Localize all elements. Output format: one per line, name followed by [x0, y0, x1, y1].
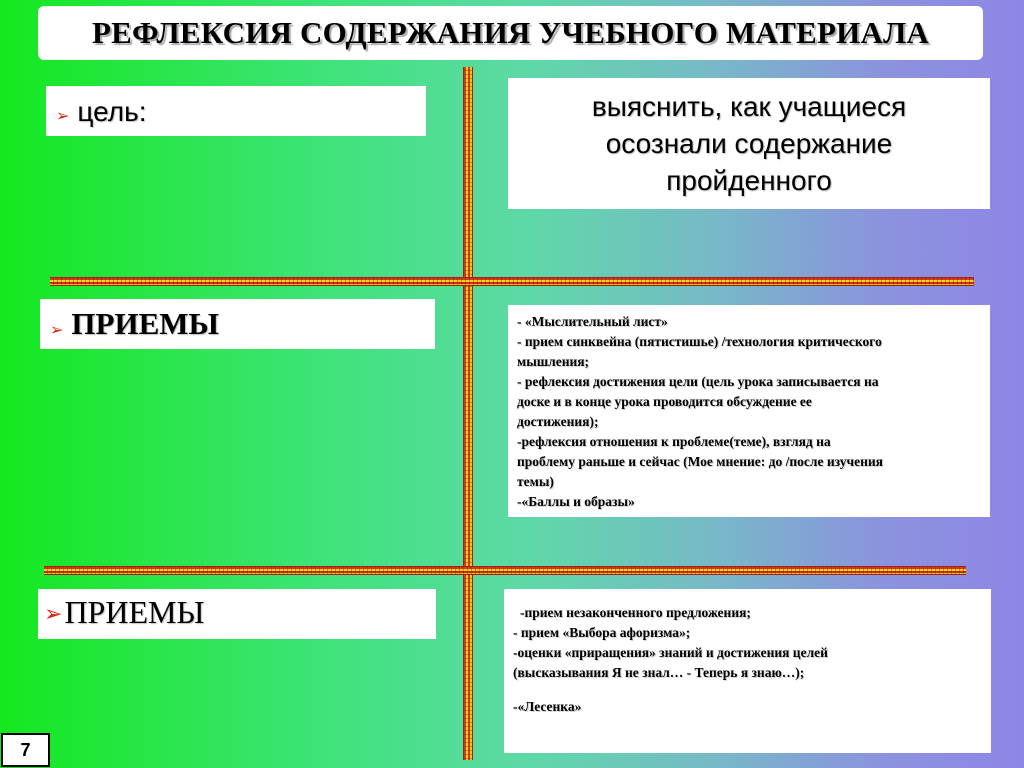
- methods-list-box-2: [504, 589, 991, 753]
- goal-text: [592, 88, 906, 199]
- arrow-bullet-icon: ➢: [56, 106, 70, 125]
- methods-label-box-2: [38, 589, 436, 639]
- goal-label: цель:: [77, 96, 147, 127]
- list-item: - рефлексия достижения цели (цель урока записывается на: [517, 374, 879, 389]
- rope-divider-horizontal-top: [50, 277, 974, 286]
- methods-label-box-1: [40, 299, 435, 349]
- list-item: проблему раньше и сейчас (Мое мнение: до /после изучения: [517, 454, 883, 469]
- list-item: -прием незаконченного предложения;: [520, 605, 751, 620]
- title-box: [38, 6, 983, 60]
- list-item: - прием синквейна (пятистишье) /технология критического: [517, 334, 882, 349]
- goal-text-box: [508, 78, 990, 209]
- list-item: - «Мыслительный лист»: [517, 314, 668, 329]
- list-item: доске и в конце урока проводится обсуждение ее: [517, 394, 812, 409]
- goal-text-line: пройденного: [666, 165, 832, 196]
- methods-list-box-1: [508, 305, 990, 517]
- page-number: 7: [1, 733, 50, 767]
- list-item: (высказывания Я не знал… - Теперь я знаю…);: [513, 665, 805, 680]
- goal-text-line: выяснить, как учащиеся: [591, 91, 907, 122]
- methods-label-1: ПРИЕМЫ: [71, 306, 219, 341]
- list-item: -«Лесенка»: [513, 699, 582, 714]
- list-item: достижения);: [517, 414, 599, 429]
- goal-label-box: [46, 86, 426, 136]
- list-item: темы): [517, 474, 554, 489]
- methods-label-2: ПРИЕМЫ: [64, 594, 205, 630]
- arrow-bullet-icon: ➢: [50, 320, 64, 339]
- list-item: -рефлексия отношения к проблеме(теме), взгляд на: [517, 434, 831, 449]
- list-item: -оценки «приращения» знаний и достижения целей: [513, 645, 828, 660]
- list-item: мышления;: [517, 354, 590, 369]
- list-item: - прием «Выбора афоризма»;: [513, 625, 691, 640]
- arrow-bullet-icon: ➢: [44, 602, 63, 627]
- rope-divider-horizontal-bottom: [44, 566, 966, 575]
- goal-text-line: осознали содержание: [605, 128, 893, 159]
- list-item: -«Баллы и образы»: [517, 494, 635, 509]
- rope-divider-vertical: [463, 67, 473, 760]
- slide-title: РЕФЛЕКСИЯ СОДЕРЖАНИЯ УЧЕБНОГО МАТЕРИАЛА: [92, 15, 929, 50]
